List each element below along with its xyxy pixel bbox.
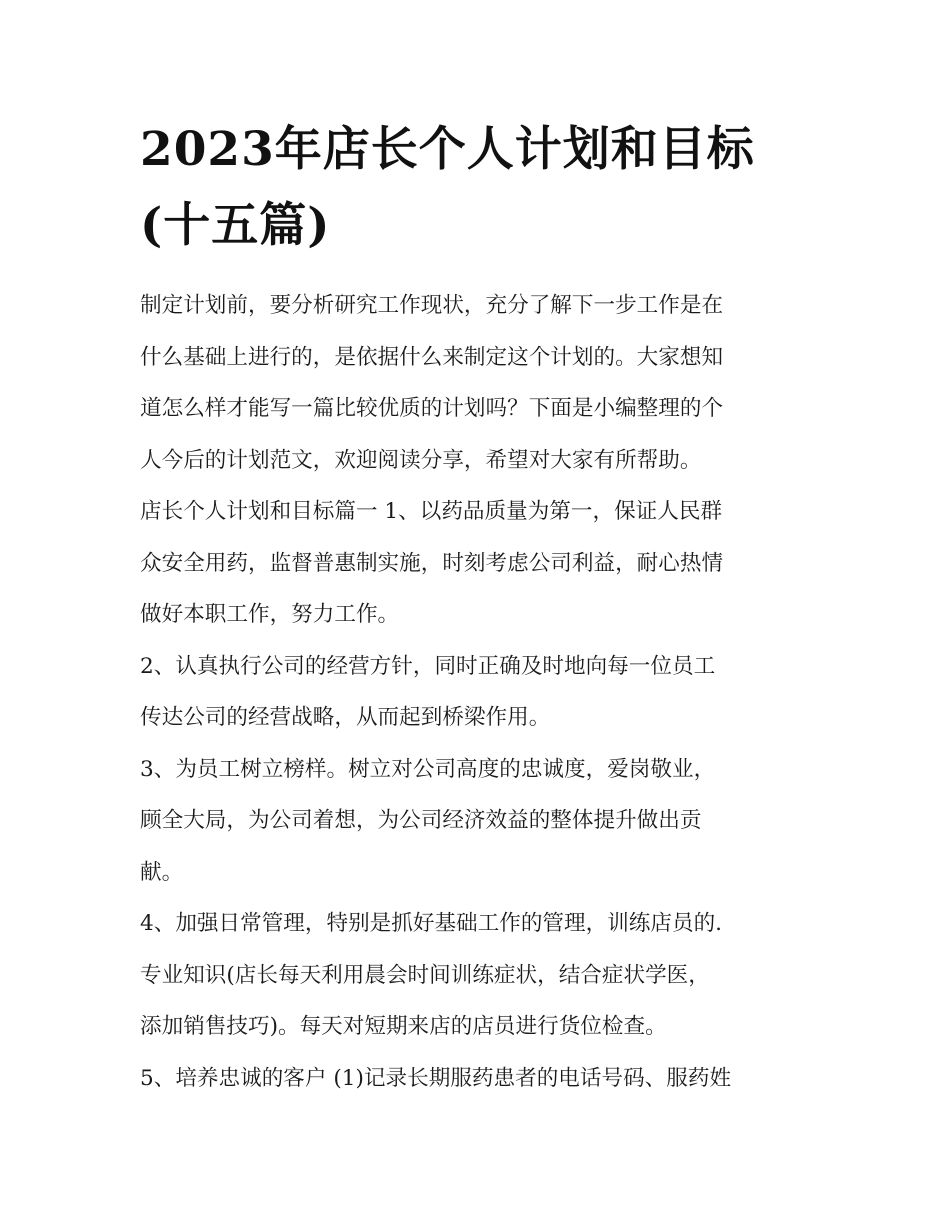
body-line: 3、为员工树立榜样。树立对公司高度的忠诚度，爱岗敬业， [140,756,716,782]
document-body [140,280,820,1104]
body-line: 什么基础上进行的，是依据什么来制定这个计划的。大家想知 [140,344,724,370]
body-line: 众安全用药，监督普惠制实施，时刻考虑公司利益，耐心热情 [140,550,724,576]
body-line: 店长个人计划和目标篇一 1、以药品质量为第一，保证人民群 [140,499,723,524]
title-line: (十五篇) [140,198,331,253]
body-line: 道怎么样才能写一篇比较优质的计划吗？下面是小编整理的个 [140,396,724,421]
body-line: 做好本职工作，努力工作。 [140,602,400,627]
body-line: 人今后的计划范文，欢迎阅读分享，希望对大家有所帮助。 [140,447,702,473]
body-line: 添加销售技巧)。每天对短期来店的店员进行货位检查。 [140,1014,667,1039]
body-line: 5、培养忠诚的客户 (1)记录长期服药患者的电话号码、服药姓 [140,1065,732,1091]
document-title [140,112,820,264]
body-line: 献。 [140,859,184,885]
body-line: 专业知识(店长每天利用晨会时间训练症状，结合症状学医， [140,962,710,988]
body-line: 传达公司的经营战略，从而起到桥梁作用。 [140,705,551,730]
body-line: 制定计划前，要分析研究工作现状，充分了解下一步工作是在 [140,293,724,318]
body-line: 2、认真执行公司的经营方针，同时正确及时地向每一位员工 [140,653,716,679]
title-line: 2023年店长个人计划和目标 [140,122,755,177]
body-line: 顾全大局，为公司着想，为公司经济效益的整体提升做出贡 [140,808,702,833]
body-line: 4、加强日常管理，特别是抓好基础工作的管理，训练店员的. [140,911,723,936]
